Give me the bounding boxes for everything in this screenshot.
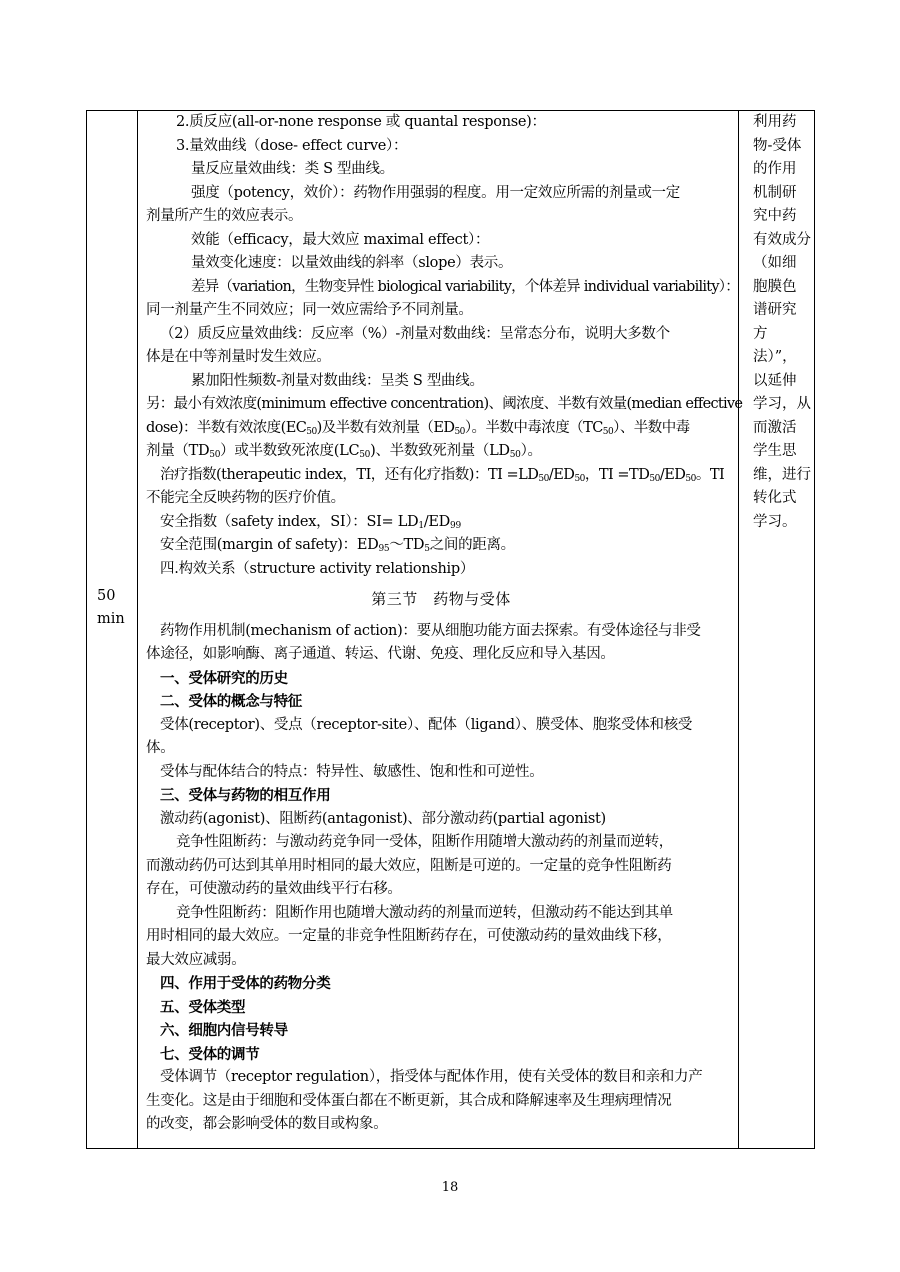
text-line: 药物作用机制(mechanism of action)：要从细胞功能方面去探索。有受体途径与非受 xyxy=(160,622,701,639)
text-line: 3.量效曲线（dose- effect curve）： xyxy=(176,137,408,154)
lesson-table xyxy=(86,110,815,1149)
text-line: 体。 xyxy=(146,740,175,756)
time-cell xyxy=(97,585,137,631)
subheading: 二、受体的概念与特征 xyxy=(160,693,302,710)
text-line: 差异（variation，生物变异性 biological variability，个体差异 individual variability）： xyxy=(191,278,740,295)
text-line: 同一剂量产生不同效应；同一效应需给予不同剂量。 xyxy=(146,302,473,318)
note-line: 法）”， xyxy=(753,349,797,365)
notes-cell xyxy=(747,111,813,534)
text-line: 的改变，都会影响受体的数目或构象。 xyxy=(146,1116,388,1132)
note-line: 利用药 xyxy=(753,114,797,130)
text-line: 受体与配体结合的特点：特异性、敏感性、饱和性和可逆性。 xyxy=(160,763,544,780)
subheading: 一、受体研究的历史 xyxy=(160,669,288,687)
note-line: 的作用 xyxy=(753,161,797,177)
column-divider-notes xyxy=(738,111,739,1148)
note-line: 谱研究 xyxy=(753,302,797,318)
main-content-cell xyxy=(146,111,743,1137)
text-line: 另：最小有效浓度(minimum effective concentration)、阈浓度、半数有效量(median effective xyxy=(146,396,743,412)
note-line: 方 xyxy=(753,325,768,342)
subheading: 五、受体类型 xyxy=(160,998,246,1016)
note-line: 学生思 xyxy=(753,443,797,459)
note-line: 而激活 xyxy=(753,419,797,436)
text-line: 安全指数（safety index，SI）：$SI= LD_1/ED_{99}$ xyxy=(160,513,461,531)
text-line: 不能完全反映药物的医疗价值。 xyxy=(146,490,345,506)
text-line: 体途径，如影响酶、离子通道、转运、代谢、免疫、理化反应和导入基因。 xyxy=(146,646,615,662)
text-line: 激动药(agonist)、阻断药(antagonist)、部分激动药(partial agonist) xyxy=(160,810,606,827)
text-line: 2.质反应(all-or-none response 或 quantal response)： xyxy=(176,114,546,130)
time-value: 50 xyxy=(97,588,116,604)
text-line: 而激动药仍可达到其单用时相同的最大效应，阻断是可逆的。一定量的竞争性阻断药 xyxy=(146,857,672,874)
text-line: （2）质反应量效曲线：反应率（%）-剂量对数曲线：呈常态分布，说明大多数个 xyxy=(160,325,670,342)
text-line: 体是在中等剂量时发生效应。 xyxy=(146,349,331,365)
text-line: 存在，可使激动药的量效曲线平行右移。 xyxy=(146,881,402,897)
note-line: 物-受体 xyxy=(753,137,802,154)
text-line: 竞争性阻断药：与激动药竞争同一受体，阻断作用随增大激动药的剂量而逆转， xyxy=(176,834,673,850)
note-line: 学习，从 xyxy=(753,396,811,412)
text-line: 剂量$(TD_{50})$或半数致死浓度$(LC_{50})$、半数致死剂量$(LD_{50})$。 xyxy=(146,443,542,460)
subheading: 四、作用于受体的药物分类 xyxy=(160,975,331,992)
text-line: 治疗指数(therapeutic index，TI，还有化疗指数)：TI $=LD_{50}/ED_{50}$，TI $=TD_{50}/ED_{50}$。TI xyxy=(160,466,725,484)
subheading: 六、细胞内信号转导 xyxy=(160,1022,288,1039)
text-line: 剂量所产生的效应表示。 xyxy=(146,208,303,224)
note-line: 转化式 xyxy=(753,490,797,506)
note-line: 有效成分 xyxy=(753,231,811,248)
text-line: 用时相同的最大效应。一定量的非竞争性阻断药存在，可使激动药的量效曲线下移， xyxy=(146,928,672,944)
text-line: 最大效应减弱。 xyxy=(146,951,246,968)
subheading: 七、受体的调节 xyxy=(160,1045,260,1063)
text-line: 生变化。这是由于细胞和受体蛋白都在不断更新，其合成和降解速率及生理病理情况 xyxy=(146,1092,672,1109)
text-line: 受体调节（receptor regulation），指受体与配体作用，使有关受体的数目和亲和力产 xyxy=(160,1069,703,1085)
text-line: 竞争性阻断药：阻断作用也随增大激动药的剂量而逆转，但激动药不能达到其单 xyxy=(176,904,673,921)
note-line: 以延伸 xyxy=(753,372,797,389)
text-line: 四.构效关系（structure activity relationship） xyxy=(160,560,475,577)
text-line: 量效变化速度：以量效曲线的斜率（slope）表示。 xyxy=(191,255,513,271)
time-unit: min xyxy=(97,611,125,627)
section-title: 第三节 药物与受体 xyxy=(371,590,511,608)
note-line: 学习。 xyxy=(753,513,797,530)
text-line: 受体(receptor)、受点（receptor-site）、配体（ligand）、膜受体、胞浆受体和核受 xyxy=(160,716,693,733)
note-line: （如细 xyxy=(753,255,797,271)
text-line: 效能（efficacy，最大效应 maximal effect）： xyxy=(191,231,490,248)
page-number: 18 xyxy=(441,1180,459,1195)
text-line: 量反应量效曲线：类 S 型曲线。 xyxy=(191,161,394,177)
note-line: 胞膜色 xyxy=(753,278,797,295)
note-line: 究中药 xyxy=(753,208,797,224)
text-line: 安全范围(margin of safety)：$ED_{95}\sim TD_5$之间的距离。 xyxy=(160,537,515,554)
text-line: dose)：半数有效浓度$(EC_{50})$及半数有效剂量$(ED_{50})$。半数中毒浓度$(TC_{50})$、半数中毒 xyxy=(146,419,690,437)
text-line: 强度（potency，效价）：药物作用强弱的程度。用一定效应所需的剂量或一定 xyxy=(191,184,680,201)
column-divider-time xyxy=(137,111,138,1148)
subheading: 三、受体与药物的相互作用 xyxy=(160,787,331,804)
text-line: 累加阳性频数-剂量对数曲线：呈类 S 型曲线。 xyxy=(191,372,484,389)
note-line: 维，进行 xyxy=(753,466,811,483)
note-line: 机制研 xyxy=(753,184,797,201)
